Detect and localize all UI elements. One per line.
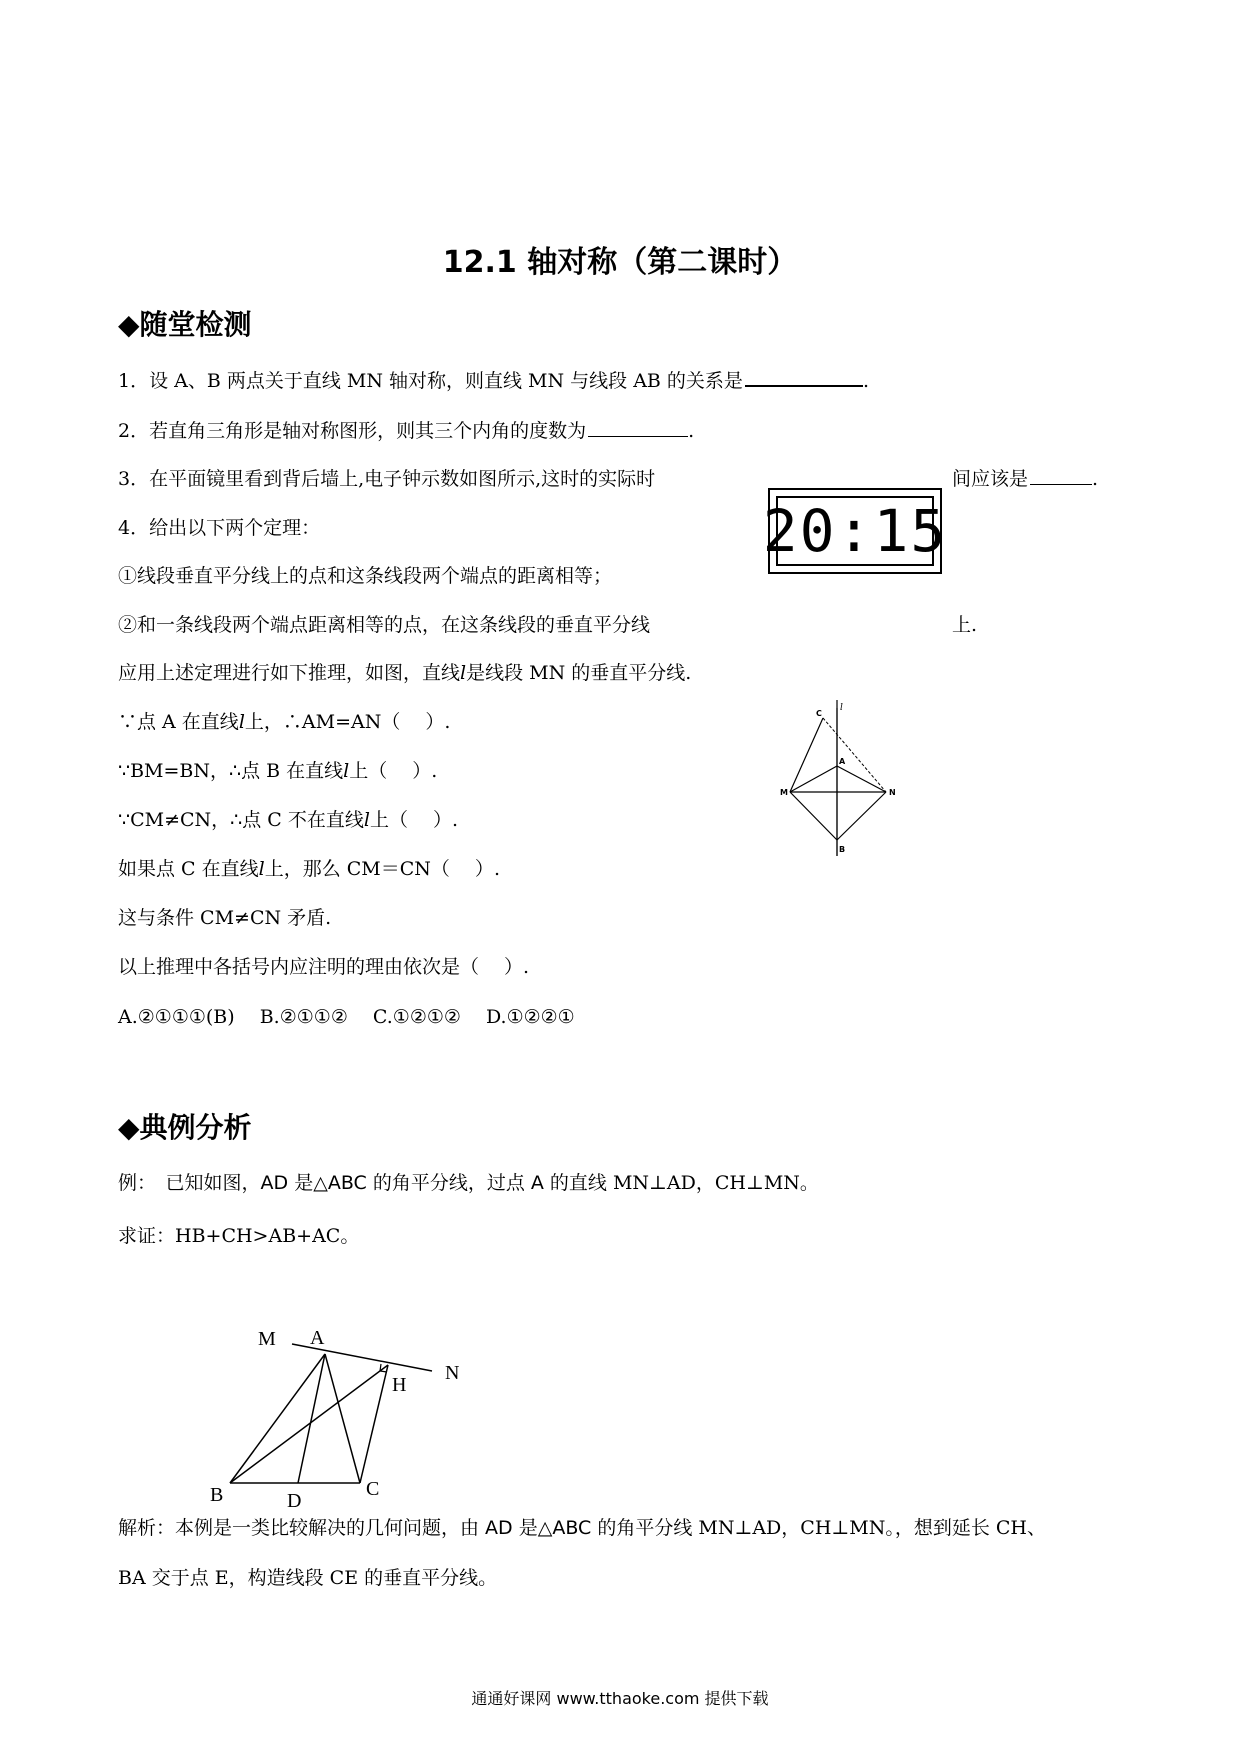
digital-clock bbox=[762, 488, 948, 574]
example-text-f: A bbox=[530, 1172, 544, 1194]
theorem-1: ①线段垂直平分线上的点和这条线段两个端点的距离相等； bbox=[118, 565, 613, 587]
segment-mc bbox=[790, 718, 823, 792]
analysis-text-a: 解析：本例是一类比较解决的几何问题，由 bbox=[118, 1517, 486, 1539]
theorem-2-left: ②和一条线段两个端点距离相等的点，在这条线段的垂直平分线 bbox=[118, 614, 651, 636]
question-1-end: . bbox=[862, 370, 869, 392]
clock-display bbox=[762, 496, 948, 566]
question-1-text: 1．设 A、B 两点关于直线 MN 轴对称，则直线 MN 与线段 AB 的关系是 bbox=[118, 370, 743, 392]
answer-blank[interactable] bbox=[1030, 483, 1092, 485]
question-2-end: . bbox=[688, 420, 695, 442]
analysis-line-2: BA 交于点 E，构造线段 CE 的垂直平分线。 bbox=[118, 1567, 498, 1589]
question-1 bbox=[118, 366, 869, 393]
line-l-symbol: l bbox=[343, 760, 350, 782]
label-a: A bbox=[310, 1327, 325, 1349]
label-l: l bbox=[840, 703, 843, 713]
question-3-left: 3．在平面镜里看到背后墙上,电子钟示数如图所示,这时的实际时 bbox=[118, 468, 656, 490]
page-title: 12.1 轴对称（第二课时） bbox=[442, 245, 798, 280]
line-l-symbol: l bbox=[238, 711, 245, 733]
example-text-e: 的角平分线，过点 bbox=[366, 1172, 531, 1194]
answer-blank[interactable] bbox=[745, 384, 863, 387]
segment-ac bbox=[325, 1354, 360, 1483]
question-3-end: . bbox=[1092, 468, 1099, 490]
step-6: 以上推理中各括号内应注明的理由依次是（ ）. bbox=[118, 956, 530, 978]
line-l-symbol: l bbox=[258, 858, 265, 880]
page-footer: 通通好课网 www.tthaoke.com 提供下载 bbox=[471, 1689, 769, 1708]
step-2-a: ∵BM=BN，∴点 B 在直线 bbox=[118, 760, 344, 782]
step-2 bbox=[118, 756, 437, 783]
perpendicular-bisector-figure bbox=[776, 700, 966, 860]
label-m: M bbox=[258, 1328, 276, 1350]
section-heading-examples: ◆典例分析 bbox=[118, 1111, 252, 1144]
step-1-a: ∵点 A 在直线 bbox=[118, 711, 239, 733]
step-3-a: ∵CM≠CN，∴点 C 不在直线 bbox=[118, 809, 364, 831]
apply-text-b: 是线段 MN 的垂直平分线. bbox=[466, 662, 692, 684]
step-1-b: 上，∴AM=AN（ ）. bbox=[244, 711, 451, 733]
label-a: A bbox=[839, 757, 846, 766]
label-m: M bbox=[780, 788, 788, 797]
clock-digits: 20:15 bbox=[762, 497, 948, 565]
triangle-figure bbox=[210, 1315, 480, 1510]
step-3-b: 上（ ）. bbox=[369, 809, 459, 831]
answer-options: A.②①①①(B) B.②①①② C.①②①② D.①②②① bbox=[118, 1006, 575, 1028]
step-2-b: 上（ ）. bbox=[349, 760, 438, 782]
section-heading-practice: ◆随堂检测 bbox=[118, 308, 252, 341]
question-3-right bbox=[952, 464, 1098, 491]
step-4-a: 如果点 C 在直线 bbox=[118, 858, 259, 880]
segment-nb bbox=[837, 792, 886, 840]
step-4 bbox=[118, 854, 500, 881]
question-3-right-text: 间应该是 bbox=[952, 468, 1029, 490]
segment-ma bbox=[790, 766, 837, 792]
answer-blank[interactable] bbox=[588, 435, 688, 437]
line-l-symbol: l bbox=[460, 662, 467, 684]
question-2 bbox=[118, 416, 694, 443]
label-b: B bbox=[210, 1484, 224, 1506]
apply-line bbox=[118, 658, 691, 685]
analysis-line-1 bbox=[118, 1513, 1046, 1540]
step-4-b: 上，那么 CM＝CN（ ）. bbox=[264, 858, 500, 880]
label-h: H bbox=[392, 1374, 407, 1396]
analysis-text-e: 的角平分线 MN⊥AD，CH⊥MN。，想到延长 CH、 bbox=[591, 1517, 1046, 1539]
segment-na bbox=[837, 766, 886, 792]
apply-text-a: 应用上述定理进行如下推理，如图，直线 bbox=[118, 662, 461, 684]
question-2-text: 2．若直角三角形是轴对称图形，则其三个内角的度数为 bbox=[118, 420, 587, 442]
example-line-1 bbox=[118, 1168, 819, 1195]
theorem-2-right: 上. bbox=[952, 614, 978, 636]
label-b: B bbox=[839, 845, 846, 854]
step-3 bbox=[118, 805, 458, 832]
analysis-text-c: 是 bbox=[512, 1517, 538, 1539]
label-c: C bbox=[366, 1478, 380, 1500]
example-text-c: 是 bbox=[288, 1172, 314, 1194]
analysis-text-d: △ABC bbox=[537, 1517, 592, 1539]
step-1 bbox=[118, 707, 450, 734]
segment-nc bbox=[823, 718, 886, 792]
line-l-symbol: l bbox=[363, 809, 370, 831]
question-4-intro: 4．给出以下两个定理： bbox=[118, 517, 321, 539]
example-text-g: 的直线 MN⊥AD，CH⊥MN。 bbox=[543, 1172, 819, 1194]
label-d: D bbox=[287, 1490, 302, 1510]
example-text-b: AD bbox=[260, 1172, 289, 1194]
step-5: 这与条件 CM≠CN 矛盾. bbox=[118, 907, 332, 929]
example-text-d: △ABC bbox=[313, 1172, 367, 1194]
analysis-text-b: AD bbox=[485, 1517, 513, 1539]
label-n: N bbox=[445, 1362, 460, 1384]
segment-mb bbox=[790, 792, 837, 840]
example-line-2: 求证：HB+CH>AB+AC。 bbox=[118, 1225, 360, 1247]
example-text-a: 例： 已知如图， bbox=[118, 1172, 261, 1194]
label-c: C bbox=[816, 709, 822, 718]
label-n: N bbox=[889, 788, 896, 797]
